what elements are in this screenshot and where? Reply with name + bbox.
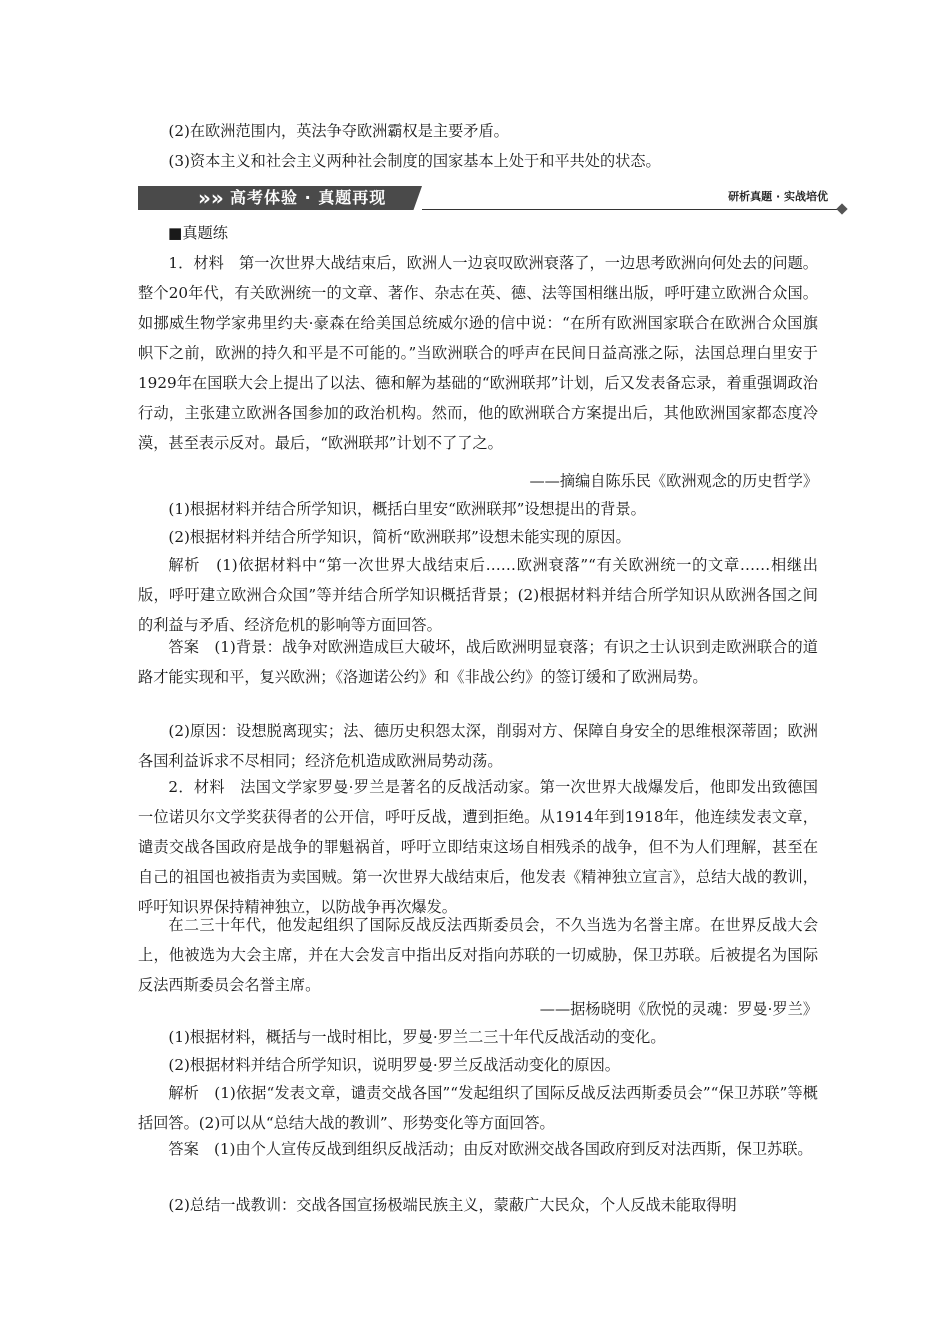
q2-answer-2: (2)总结一战教训：交战各国宣扬极端民族主义，蒙蔽广大民众，个人反战未能取得明: [168, 1196, 737, 1214]
banner-title: 高考体验 · 真题再现: [230, 188, 387, 207]
q2-answer-1: 答案 (1)由个人宣传反战到组织反战活动；由反对欧洲交战各国政府到反对法西斯，保卫苏联。: [168, 1140, 813, 1158]
q1-material: 1．材料 第一次世界大战结束后，欧洲人一边哀叹欧洲衰落了，一边思考欧洲向何处去的问题。整个20年代，有关欧洲统一的文章、著作、杂志在英、德、法等国相继出版，呼吁建立欧洲合众国。如挪威生物学家弗里约夫·豪森在给美国总统威尔逊的信中说：“在所有欧洲国家联合在欧洲合众国旗帜下之前，欧洲的持久和平是不可能的。”当欧洲联合的呼声在民间日益高涨之际，法国总理白里安于1929年在国联大会上提出了以法、德和解为基础的“欧洲联邦”计划，后又发表备忘录，着重强调政治行动，主张建立欧洲各国参加的政治机构。然而，他的欧洲联合方案提出后，其他欧洲国家都态度冷漠，甚至表示反对。最后，“欧洲联邦”计划不了了之。: [138, 254, 818, 452]
banner-rule: [422, 209, 842, 210]
q1-answer-1: 答案 (1)背景：战争对欧洲造成巨大破坏，战后欧洲明显衰落；有识之士认识到走欧洲联合的道路才能实现和平，复兴欧洲；《洛迦诺公约》和《非战公约》的签订缓和了欧洲局势。: [138, 638, 818, 686]
section-banner: [138, 184, 848, 214]
q1-source: ——摘编自陈乐民《欧洲观念的历史哲学》: [529, 472, 818, 490]
section-label: ■真题练: [168, 224, 228, 242]
q2-question-1: (1)根据材料，概括与一战时相比，罗曼·罗兰二三十年代反战活动的变化。: [168, 1028, 666, 1046]
q2-question-2: (2)根据材料并结合所学知识，说明罗曼·罗兰反战活动变化的原因。: [168, 1056, 620, 1074]
q1-question-1: (1)根据材料并结合所学知识，概括白里安“欧洲联邦”设想提出的背景。: [168, 500, 646, 518]
text-line: (3)资本主义和社会主义两种社会制度的国家基本上处于和平共处的状态。: [168, 152, 661, 170]
banner-tagline: 研析真题 · 实战培优: [728, 190, 828, 203]
q2-analysis: 解析 (1)依据“发表文章，谴责交战各国”“发起组织了国际反战反法西斯委员会”“保卫苏联”等概括回答。(2)可以从“总结大战的教训”、形势变化等方面回答。: [138, 1084, 818, 1132]
q1-question-2: (2)根据材料并结合所学知识，简析“欧洲联邦”设想未能实现的原因。: [168, 528, 631, 546]
q1-analysis: 解析 (1)依据材料中“第一次世界大战结束后……欧洲衰落”“有关欧洲统一的文章……相继出版，呼吁建立欧洲合众国”等并结合所学知识概括背景；(2)根据材料并结合所学知识从欧洲各国之间的利益与矛盾、经济危机的影响等方面回答。: [138, 556, 818, 634]
q2-source: ——据杨晓明《欣悦的灵魂：罗曼·罗兰》: [539, 1000, 818, 1018]
diamond-icon: [836, 203, 847, 214]
chevron-right-icon: »»: [198, 186, 224, 210]
q1-answer-2: (2)原因：设想脱离现实；法、德历史积怨太深，削弱对方、保障自身安全的思维根深蒂固；欧洲各国利益诉求不尽相同；经济危机造成欧洲局势动荡。: [138, 722, 818, 770]
text-line: (2)在欧洲范围内，英法争夺欧洲霸权是主要矛盾。: [168, 122, 509, 140]
q2-material-2: 在二三十年代，他发起组织了国际反战反法西斯委员会，不久当选为名誉主席。在世界反战大会上，他被选为大会主席，并在大会发言中指出反对指向苏联的一切威胁，保卫苏联。后被提名为国际反法西斯委员会名誉主席。: [138, 916, 818, 994]
q2-material-1: 2．材料 法国文学家罗曼·罗兰是著名的反战活动家。第一次世界大战爆发后，他即发出致德国一位诺贝尔文学奖获得者的公开信，呼吁反战，遭到拒绝。从1914年到1918年，他连续发表文章，谴责交战各国政府是战争的罪魁祸首，呼吁立即结束这场自相残杀的战争，但不为人们理解，甚至在自己的祖国也被指责为卖国贼。第一次世界大战结束后，他发表《精神独立宣言》，总结大战的教训，呼吁知识界保持精神独立，以防战争再次爆发。: [138, 778, 818, 916]
